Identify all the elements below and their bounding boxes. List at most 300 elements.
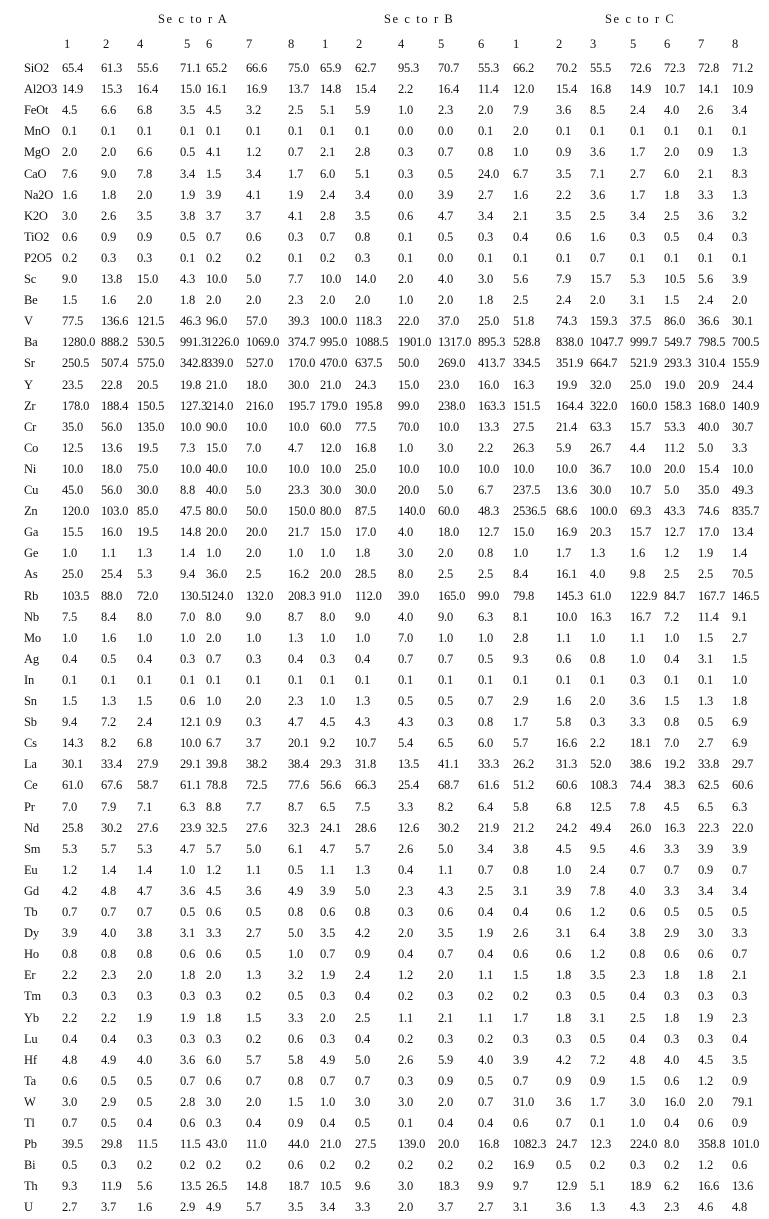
table-cell: 2.6 (513, 926, 529, 941)
table-cell: 1.1 (630, 630, 646, 645)
table-cell: 0.9 (206, 715, 222, 730)
table-cell: 7.8 (137, 166, 153, 181)
table-cell: 1.6 (137, 1200, 153, 1215)
table-cell: 6.2 (664, 1179, 680, 1194)
table-cell: 1.0 (398, 440, 414, 455)
table-cell: 0.6 (556, 651, 572, 666)
table-cell: 4.0 (664, 103, 680, 118)
table-cell: 21.7 (288, 525, 310, 540)
table-cell: 4.5 (206, 883, 222, 898)
table-cell: 71.1 (180, 61, 202, 75)
table-cell: 22.3 (698, 820, 720, 835)
column-number: 1 (322, 37, 329, 51)
table-cell: 6.3 (180, 799, 196, 814)
table-cell: 322.0 (590, 398, 618, 413)
table-cell: 0.2 (438, 1158, 454, 1173)
table-row (0, 797, 769, 818)
table-cell: 5.0 (438, 483, 454, 497)
table-cell: 66.3 (355, 778, 377, 793)
row-label: Nb (24, 609, 39, 624)
table-cell: 1.0 (320, 694, 336, 708)
table-cell: 6.7 (513, 166, 529, 181)
table-cell: 4.5 (698, 1052, 714, 1067)
table-cell: 5.0 (355, 1052, 371, 1067)
table-cell: 10.0 (206, 272, 228, 286)
table-cell: 3.1 (180, 926, 196, 941)
table-cell: 14.9 (62, 82, 84, 97)
table-cell: 5.9 (438, 1052, 454, 1067)
table-cell: 3.5 (556, 208, 572, 223)
table-cell: 4.4 (630, 440, 646, 455)
table-cell: 15.5 (62, 525, 84, 540)
table-cell: 0.1 (478, 672, 494, 687)
table-cell: 6.8 (556, 799, 572, 814)
column-number: 1 (64, 37, 71, 51)
table-cell: 0.3 (137, 250, 153, 265)
table-cell: 4.0 (590, 567, 606, 582)
table-row (0, 459, 769, 480)
table-cell: 24.0 (478, 166, 500, 181)
table-cell: 1.2 (590, 947, 606, 962)
table-cell: 26.2 (513, 757, 535, 772)
table-cell: 21.0 (320, 377, 342, 392)
table-cell: 0.3 (288, 229, 304, 244)
table-cell: 0.1 (206, 124, 222, 139)
table-cell: 12.3 (590, 1137, 612, 1152)
table-cell: 72.6 (630, 61, 652, 75)
table-cell: 1.0 (398, 103, 414, 118)
table-cell: 3.6 (590, 187, 606, 202)
table-cell: 3.0 (478, 272, 494, 286)
table-cell: 0.8 (355, 229, 371, 244)
table-cell: 0.5 (288, 989, 304, 1004)
table-cell: 38.4 (288, 757, 310, 772)
table-cell: 1.8 (101, 187, 117, 202)
table-cell: 3.4 (478, 841, 494, 856)
table-cell: 1.1 (246, 862, 262, 877)
table-cell: 1.0 (478, 630, 494, 645)
table-cell: 179.0 (320, 398, 348, 413)
table-cell: 3.0 (62, 1094, 78, 1109)
table-cell: 7.7 (288, 272, 304, 286)
table-cell: 1.6 (101, 630, 117, 645)
row-label: Tm (24, 989, 41, 1004)
table-cell: 0.1 (288, 672, 304, 687)
table-cell: 2.7 (62, 1200, 78, 1215)
row-label: Ge (24, 546, 39, 561)
table-cell: 30.1 (62, 757, 84, 772)
table-cell: 62.5 (698, 778, 720, 793)
table-cell: 12.7 (478, 525, 500, 540)
table-cell: 0.1 (630, 124, 646, 139)
table-cell: 0.1 (732, 124, 748, 139)
table-cell: 66.2 (513, 61, 535, 75)
table-cell: 0.5 (664, 229, 680, 244)
table-cell: 26.0 (630, 820, 652, 835)
table-cell: 65.9 (320, 61, 342, 75)
table-cell: 9.7 (513, 1179, 529, 1194)
table-cell: 664.7 (590, 356, 618, 371)
table-cell: 4.0 (664, 1052, 680, 1067)
table-cell: 5.0 (438, 841, 454, 856)
table-cell: 85.0 (137, 504, 159, 519)
table-cell: 7.7 (246, 799, 262, 814)
table-cell: 1.0 (630, 1116, 646, 1130)
table-cell: 1.8 (664, 187, 680, 202)
table-cell: 140.0 (398, 504, 426, 519)
table-cell: 32.3 (288, 820, 310, 835)
table-cell: 3.3 (288, 1010, 304, 1025)
table-cell: 31.3 (556, 757, 578, 772)
column-number: 8 (288, 37, 295, 51)
table-cell: 12.6 (398, 820, 420, 835)
table-cell: 0.7 (180, 1073, 196, 1088)
table-cell: 0.5 (698, 905, 714, 919)
table-cell: 0.9 (288, 1116, 304, 1130)
table-cell: 4.1 (288, 208, 304, 223)
table-cell: 3.7 (246, 736, 262, 751)
table-cell: 19.0 (664, 377, 686, 392)
table-cell: 195.7 (288, 398, 316, 413)
table-cell: 0.2 (664, 1158, 680, 1173)
table-cell: 2.7 (630, 166, 646, 181)
table-cell: 15.0 (180, 82, 202, 97)
table-cell: 4.0 (438, 272, 454, 286)
table-cell: 12.7 (664, 525, 686, 540)
table-cell: 101.0 (732, 1137, 760, 1152)
table-cell: 41.1 (438, 757, 460, 772)
table-cell: 0.1 (62, 672, 78, 687)
table-cell: 0.2 (180, 1158, 196, 1173)
table-cell: 55.6 (137, 61, 159, 75)
table-row (0, 164, 769, 185)
table-cell: 0.7 (206, 651, 222, 666)
table-cell: 0.3 (180, 1031, 196, 1046)
table-cell: 3.5 (438, 926, 454, 941)
table-cell: 20.0 (398, 483, 420, 497)
table-row (0, 1113, 769, 1134)
table-cell: 3.4 (732, 103, 748, 118)
table-cell: 108.3 (590, 778, 618, 793)
table-cell: 5.1 (355, 166, 371, 181)
table-cell: 1.5 (698, 630, 714, 645)
table-cell: 10.0 (320, 272, 342, 286)
table-cell: 3.2 (246, 103, 262, 118)
table-cell: 0.9 (698, 862, 714, 877)
table-row (0, 839, 769, 860)
table-cell: 36.0 (206, 567, 228, 582)
table-cell: 10.0 (246, 419, 268, 434)
table-cell: 30.0 (590, 483, 612, 497)
table-cell: 7.5 (355, 799, 371, 814)
table-cell: 2.3 (398, 883, 414, 898)
table-cell: 3.3 (206, 926, 222, 941)
table-cell: 1.0 (137, 630, 153, 645)
table-cell: 0.3 (664, 1031, 680, 1046)
table-cell: 3.5 (556, 166, 572, 181)
table-cell: 3.6 (556, 1094, 572, 1109)
table-cell: 11.0 (246, 1137, 267, 1152)
table-cell: 146.5 (732, 588, 760, 603)
table-cell: 9.0 (438, 609, 454, 624)
table-cell: 5.0 (288, 926, 304, 941)
row-label: Zr (24, 398, 36, 413)
table-cell: 1.1 (556, 630, 572, 645)
table-row (0, 1176, 769, 1197)
table-cell: 51.2 (513, 778, 535, 793)
row-label: Rb (24, 588, 39, 603)
table-cell: 5.4 (398, 736, 414, 751)
table-cell: 0.3 (320, 651, 336, 666)
table-cell: 10.0 (62, 461, 84, 476)
table-cell: 37.5 (630, 314, 652, 329)
table-row (0, 290, 769, 311)
table-cell: 23.5 (62, 377, 84, 392)
table-cell: 4.5 (206, 103, 222, 118)
table-cell: 0.0 (438, 250, 454, 265)
table-cell: 5.8 (513, 799, 529, 814)
table-cell: 0.6 (664, 1073, 680, 1088)
table-cell: 5.0 (664, 483, 680, 497)
table-cell: 3.9 (62, 926, 78, 941)
table-cell: 8.2 (438, 799, 454, 814)
table-cell: 1.8 (664, 968, 680, 983)
table-cell: 0.4 (246, 1116, 262, 1130)
table-cell: 1.5 (732, 651, 748, 666)
column-number: 3 (590, 37, 597, 51)
table-cell: 80.0 (320, 504, 342, 519)
table-cell: 0.5 (101, 1116, 117, 1130)
table-cell: 5.0 (246, 841, 262, 856)
table-row (0, 607, 769, 628)
table-cell: 1.5 (206, 166, 222, 181)
table-cell: 29.7 (732, 757, 754, 772)
table-cell: 0.6 (180, 694, 196, 708)
table-cell: 45.0 (62, 483, 84, 497)
table-cell: 15.7 (630, 419, 652, 434)
table-cell: 155.9 (732, 356, 760, 371)
table-cell: 1.0 (288, 947, 304, 962)
table-cell: 2.5 (513, 293, 529, 308)
table-row (0, 628, 769, 649)
table-cell: 0.1 (513, 250, 529, 265)
row-label: W (24, 1094, 36, 1109)
table-cell: 5.7 (355, 841, 371, 856)
table-cell: 1.8 (478, 293, 494, 308)
table-cell: 3.4 (180, 166, 196, 181)
table-cell: 358.8 (698, 1137, 726, 1152)
table-cell: 0.7 (137, 905, 153, 919)
table-cell: 6.0 (206, 1052, 222, 1067)
table-cell: 4.7 (137, 883, 153, 898)
table-cell: 44.0 (288, 1137, 310, 1152)
table-row (0, 206, 769, 227)
table-cell: 18.0 (438, 525, 460, 540)
table-cell: 0.4 (62, 1031, 78, 1046)
table-cell: 8.2 (101, 736, 117, 751)
table-cell: 293.3 (664, 356, 692, 371)
table-cell: 0.9 (137, 229, 153, 244)
table-cell: 9.6 (355, 1179, 371, 1194)
table-cell: 2.1 (438, 1010, 454, 1025)
table-cell: 2.2 (101, 1010, 117, 1025)
table-cell: 95.3 (398, 61, 420, 75)
table-cell: 2.7 (732, 630, 748, 645)
table-row (0, 1029, 769, 1050)
table-cell: 20.5 (137, 377, 159, 392)
table-cell: 13.6 (732, 1179, 754, 1194)
table-cell: 8.0 (664, 1137, 680, 1152)
table-cell: 3.9 (732, 841, 748, 856)
table-cell: 6.0 (320, 166, 336, 181)
table-cell: 10.0 (398, 461, 420, 476)
table-cell: 39.5 (62, 1137, 84, 1152)
row-label: Sm (24, 841, 41, 856)
table-cell: 3.6 (630, 694, 646, 708)
table-cell: 10.0 (246, 461, 268, 476)
table-cell: 0.8 (478, 546, 494, 561)
table-cell: 6.6 (137, 145, 153, 160)
table-cell: 1.6 (590, 229, 606, 244)
table-row (0, 543, 769, 564)
table-row (0, 986, 769, 1007)
table-cell: 4.5 (556, 841, 572, 856)
table-cell: 9.4 (180, 567, 196, 582)
table-row (0, 923, 769, 944)
table-cell: 74.3 (556, 314, 578, 329)
table-cell: 1.1 (101, 546, 117, 561)
table-cell: 9.3 (513, 651, 529, 666)
table-cell: 17.0 (355, 525, 377, 540)
table-cell: 4.3 (438, 883, 454, 898)
table-cell: 0.5 (101, 651, 117, 666)
table-cell: 3.5 (590, 968, 606, 983)
table-cell: 5.0 (246, 272, 262, 286)
table-cell: 6.3 (478, 609, 494, 624)
table-cell: 2.0 (398, 1200, 414, 1215)
table-cell: 79.1 (732, 1094, 754, 1109)
table-cell: 2.0 (590, 293, 606, 308)
table-cell: 2.6 (101, 208, 117, 223)
table-cell: 13.8 (101, 272, 123, 286)
table-cell: 3.0 (398, 1179, 414, 1194)
table-cell: 1.3 (288, 630, 304, 645)
table-cell: 0.3 (180, 651, 196, 666)
table-cell: 4.8 (732, 1200, 748, 1215)
table-cell: 0.5 (438, 166, 454, 181)
table-cell: 2536.5 (513, 504, 547, 519)
table-cell: 6.8 (137, 736, 153, 751)
table-cell: 80.0 (206, 504, 228, 519)
table-cell: 12.5 (590, 799, 612, 814)
table-cell: 0.5 (246, 947, 262, 962)
table-cell: 7.2 (664, 609, 680, 624)
table-cell: 0.6 (206, 947, 222, 962)
table-cell: 1.7 (556, 546, 572, 561)
table-cell: 0.4 (478, 905, 494, 919)
table-cell: 2.0 (438, 968, 454, 983)
table-cell: 0.3 (398, 1073, 414, 1088)
table-cell: 1.5 (137, 694, 153, 708)
table-cell: 2.0 (438, 546, 454, 561)
table-cell: 0.3 (246, 651, 262, 666)
table-cell: 1.7 (513, 715, 529, 730)
table-cell: 0.4 (355, 1031, 371, 1046)
table-cell: 7.1 (590, 166, 606, 181)
table-row (0, 438, 769, 459)
table-cell: 0.3 (630, 672, 646, 687)
table-cell: 7.0 (398, 630, 414, 645)
table-cell: 7.0 (664, 736, 680, 751)
table-cell: 12.0 (320, 440, 342, 455)
row-label: SiO2 (24, 61, 49, 75)
table-cell: 3.8 (180, 208, 196, 223)
table-cell: 100.0 (320, 314, 348, 329)
table-cell: 0.7 (101, 905, 117, 919)
table-cell: 0.8 (288, 1073, 304, 1088)
table-cell: 4.0 (478, 1052, 494, 1067)
table-cell: 527.0 (246, 356, 274, 371)
table-cell: 71.2 (732, 61, 754, 75)
table-cell: 2.0 (398, 272, 414, 286)
table-cell: 5.3 (137, 841, 153, 856)
table-cell: 14.8 (180, 525, 202, 540)
row-label: Hf (24, 1052, 37, 1067)
table-cell: 8.3 (732, 166, 748, 181)
table-cell: 22.8 (101, 377, 123, 392)
table-cell: 4.3 (180, 272, 196, 286)
table-cell: 10.0 (180, 736, 202, 751)
table-cell: 2.3 (101, 968, 117, 983)
table-cell: 2.3 (288, 694, 304, 708)
table-cell: 16.8 (355, 440, 377, 455)
table-cell: 0.5 (180, 905, 196, 919)
table-cell: 2.5 (478, 883, 494, 898)
row-label: U (24, 1200, 33, 1215)
table-cell: 1.3 (137, 546, 153, 561)
table-cell: 2.0 (137, 968, 153, 983)
table-cell: 5.6 (137, 1179, 153, 1194)
table-cell: 5.1 (320, 103, 336, 118)
table-cell: 20.0 (438, 1137, 460, 1152)
table-cell: 5.7 (101, 841, 117, 856)
table-cell: 2.0 (664, 145, 680, 160)
table-cell: 32.5 (206, 820, 228, 835)
table-cell: 0.4 (664, 1116, 680, 1130)
table-cell: 2.0 (698, 1094, 714, 1109)
table-cell: 10.0 (556, 609, 578, 624)
table-cell: 77.5 (62, 314, 84, 329)
row-label: V (24, 314, 33, 329)
row-label: K2O (24, 208, 48, 223)
table-cell: 16.6 (698, 1179, 720, 1194)
row-label: Tl (24, 1116, 35, 1130)
table-cell: 1.5 (664, 694, 680, 708)
table-cell: 16.9 (513, 1158, 535, 1173)
table-cell: 139.0 (398, 1137, 426, 1152)
table-cell: 2.4 (698, 293, 714, 308)
table-cell: 103.0 (101, 504, 129, 519)
table-cell: 6.5 (438, 736, 454, 751)
table-cell: 43.3 (664, 504, 686, 519)
table-cell: 1.2 (664, 546, 680, 561)
table-cell: 0.2 (478, 1031, 494, 1046)
table-cell: 68.6 (556, 504, 578, 519)
table-cell: 1.8 (206, 1010, 222, 1025)
table-cell: 342.8 (180, 356, 208, 371)
table-cell: 0.6 (513, 947, 529, 962)
table-cell: 0.3 (398, 145, 414, 160)
